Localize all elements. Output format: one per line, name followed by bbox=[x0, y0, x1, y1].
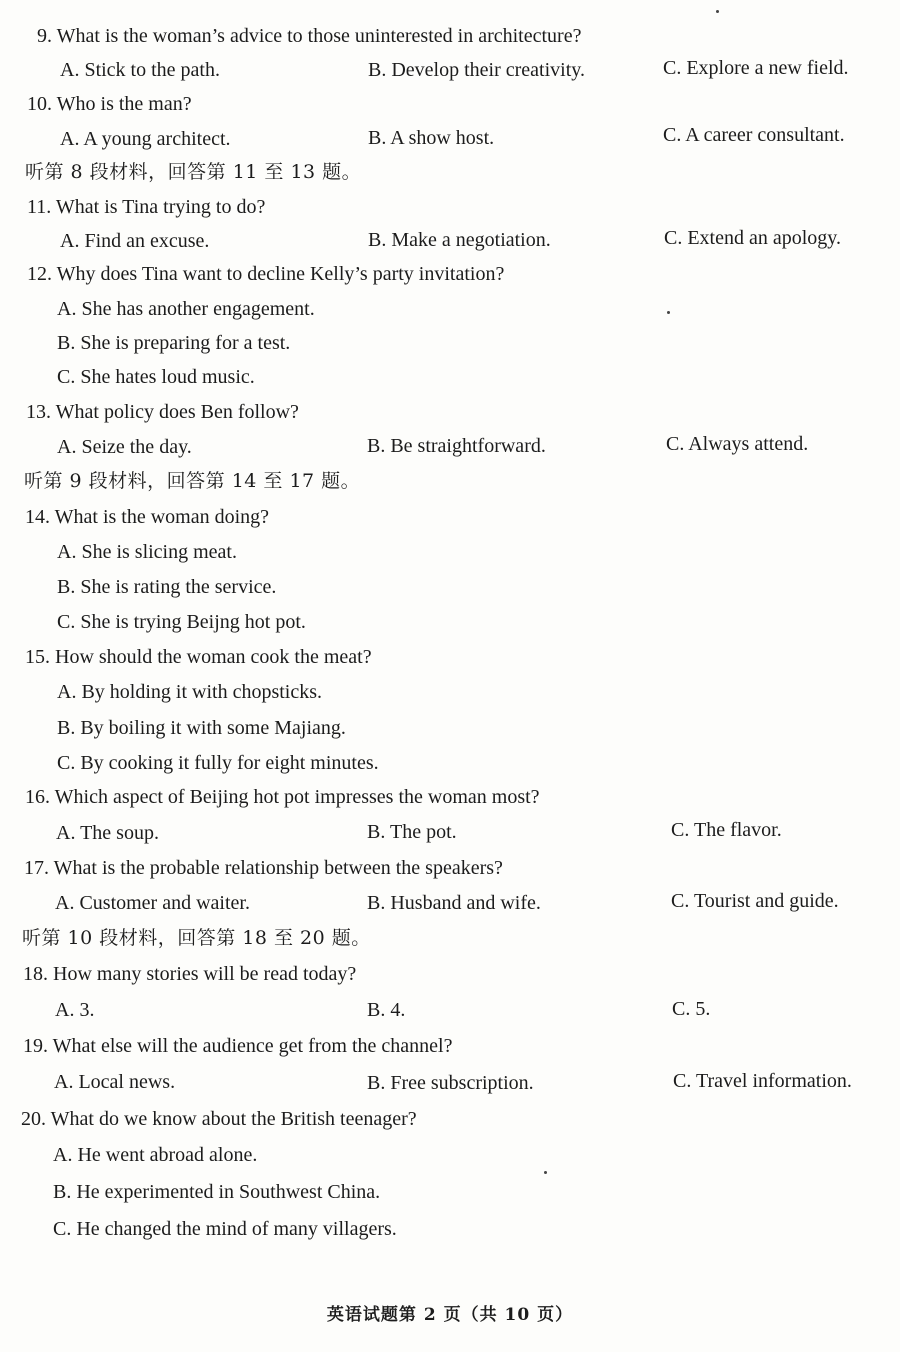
question-20: 20. What do we know about the British teenager? bbox=[21, 1108, 417, 1130]
option-19b: B. Free subscription. bbox=[367, 1072, 534, 1094]
option-20b: B. He experimented in Southwest China. bbox=[53, 1181, 381, 1203]
question-18: 18. How many stories will be read today? bbox=[23, 963, 357, 985]
option-16b: B. The pot. bbox=[367, 821, 457, 843]
section-heading-10: 听第 10 段材料，回答第 18 至 20 题。 bbox=[22, 927, 371, 949]
scan-speck bbox=[716, 10, 719, 13]
question-13: 13. What policy does Ben follow? bbox=[26, 401, 299, 423]
section-heading-8: 听第 8 段材料，回答第 11 至 13 题。 bbox=[25, 161, 362, 183]
option-17a: A. Customer and waiter. bbox=[55, 892, 250, 914]
option-15b: B. By boiling it with some Majiang. bbox=[57, 717, 346, 739]
option-11c: C. Extend an apology. bbox=[664, 227, 842, 249]
option-9c: C. Explore a new field. bbox=[663, 57, 849, 79]
option-12a: A. She has another engagement. bbox=[57, 298, 315, 320]
option-15a: A. By holding it with chopsticks. bbox=[57, 681, 322, 703]
option-18a: A. 3. bbox=[55, 999, 95, 1021]
option-10c: C. A career consultant. bbox=[663, 124, 845, 146]
question-12: 12. Why does Tina want to decline Kelly’s party invitation? bbox=[27, 263, 505, 285]
scan-speck bbox=[667, 311, 670, 314]
option-10a: A. A young architect. bbox=[60, 128, 231, 150]
option-14c: C. She is trying Beijng hot pot. bbox=[57, 611, 306, 633]
option-19a: A. Local news. bbox=[54, 1071, 176, 1093]
question-19: 19. What else will the audience get from the channel? bbox=[23, 1035, 453, 1057]
question-15: 15. How should the woman cook the meat? bbox=[25, 646, 372, 668]
option-13c: C. Always attend. bbox=[666, 433, 809, 455]
option-16a: A. The soup. bbox=[56, 822, 159, 844]
option-10b: B. A show host. bbox=[368, 127, 495, 149]
option-18c: C. 5. bbox=[672, 998, 711, 1020]
question-17: 17. What is the probable relationship between the speakers? bbox=[24, 857, 503, 879]
option-13b: B. Be straightforward. bbox=[367, 435, 546, 457]
question-16: 16. Which aspect of Beijing hot pot impresses the woman most? bbox=[25, 786, 540, 808]
option-11a: A. Find an excuse. bbox=[60, 230, 210, 252]
page-footer: 英语试题第 2 页（共 10 页） bbox=[326, 1305, 574, 1325]
option-20c: C. He changed the mind of many villagers. bbox=[53, 1218, 397, 1240]
question-14: 14. What is the woman doing? bbox=[25, 506, 270, 528]
option-12b: B. She is preparing for a test. bbox=[57, 332, 291, 354]
option-14a: A. She is slicing meat. bbox=[57, 541, 237, 563]
option-16c: C. The flavor. bbox=[671, 819, 782, 841]
question-10: 10. Who is the man? bbox=[27, 93, 192, 115]
option-9b: B. Develop their creativity. bbox=[368, 59, 585, 81]
option-17b: B. Husband and wife. bbox=[367, 892, 541, 914]
option-12c: C. She hates loud music. bbox=[57, 366, 255, 388]
option-9a: A. Stick to the path. bbox=[60, 59, 220, 81]
option-19c: C. Travel information. bbox=[673, 1070, 852, 1092]
option-14b: B. She is rating the service. bbox=[57, 576, 277, 598]
question-11: 11. What is Tina trying to do? bbox=[27, 196, 266, 218]
section-heading-9: 听第 9 段材料，回答第 14 至 17 题。 bbox=[24, 470, 361, 492]
option-13a: A. Seize the day. bbox=[57, 436, 192, 458]
option-11b: B. Make a negotiation. bbox=[368, 229, 551, 251]
option-15c: C. By cooking it fully for eight minutes. bbox=[57, 752, 379, 774]
question-9: 9. What is the woman’s advice to those uninterested in architecture? bbox=[37, 25, 582, 47]
option-18b: B. 4. bbox=[367, 999, 406, 1021]
scan-speck bbox=[544, 1171, 547, 1174]
option-17c: C. Tourist and guide. bbox=[671, 890, 839, 912]
option-20a: A. He went abroad alone. bbox=[53, 1144, 258, 1166]
